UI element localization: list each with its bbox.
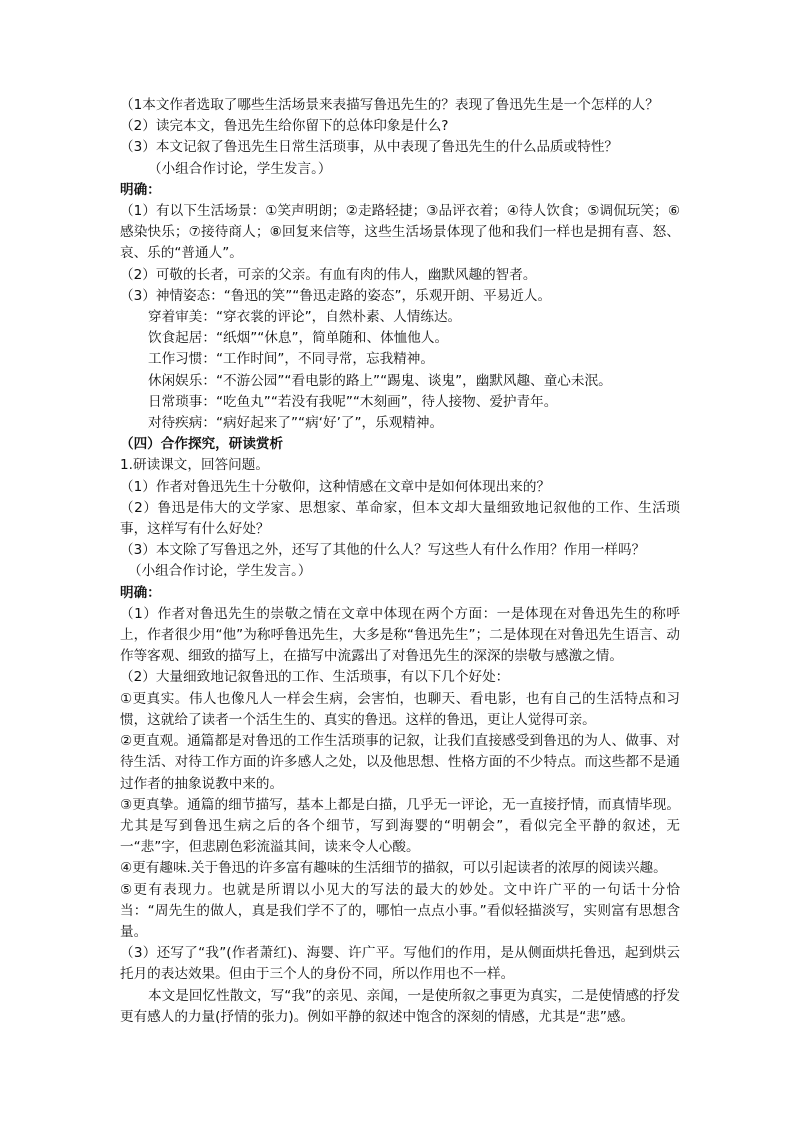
question-1: （1本文作者选取了哪些生活场景来表描写鲁迅先生的？表现了鲁迅先生是一个怎样的人？ (120, 97, 659, 113)
benefit-item-1: ①更真实。伟人也像凡人一样会生病，会害怕，也聊天、看电影，也有自己的生活特点和习惯，这就给了读者一个活生生的、真实的鲁迅。这样的鲁迅，更让人觉得可亲。 (120, 690, 680, 728)
benefit-item-2: ②更直观。通篇都是对鲁迅的工作生活琐事的记叙，让我们直接感受到鲁迅的为人、做事、对待生活、对待工作方面的许多感人之处，以及他思想、性格方面的不少特点。而这些都不是通过作者的抽象说教中来的。 (120, 733, 680, 792)
answer-paragraph-1: （1）作者对鲁迅先生的崇敬之情在文章中体现在两个方面：一是体现在对鲁迅先生的称呼上，作者很少用“他”为称呼鲁迅先生，大多是称“鲁迅先生”；二是体现在对鲁迅先生语言、动作等客观、细致的描写上，在描写中流露出了对鲁迅先生的深深的崇敬与感激之情。 (120, 605, 680, 665)
group-discussion-note: （小组合作讨论，学生发言。） (148, 160, 332, 177)
section-subheading: 1.研读课文，回答问题。 (120, 457, 269, 474)
detail-item: 工作习惯：“工作时间”，不同寻常，忘我精神。 (148, 351, 434, 368)
detail-item: 对待疾病：“病好起来了”“病‘好’了”，乐观精神。 (148, 415, 444, 432)
detail-item: 日常琐事：“吃鱼丸”“若没有我呢”“木刻画”，待人接物、爱护青年。 (148, 393, 558, 410)
question-2: （2）读完本文，鲁迅先生给你留下的总体印象是什么? (120, 118, 449, 135)
answer-paragraph-1: （1）有以下生活场景：①笑声明朗；②走路轻捷；③品评衣着；④待人饮食；⑤调侃玩笑；⑥感染快乐；⑦接待商人；⑧回复来信等，这些生活场景体现了他和我们一样也是拥有喜、怒、哀、乐的“普通人”。 (120, 203, 680, 262)
section-question-1: （1）作者对鲁迅先生十分敬仰，这种情感在文章中是如何体现出来的？ (120, 478, 551, 495)
section-question-3: （3）本文除了写鲁迅之外，还写了其他的什么人？写这些人有什么作用？作用一样吗？ (120, 542, 646, 559)
answer-paragraph-2: （2）大量细致地记叙鲁迅的工作、生活琐事，有以下几个好处： (120, 669, 510, 686)
answer-heading: 明确： (120, 181, 161, 198)
benefit-item-5: ⑤更有表现力。也就是所谓以小见大的写法的最大的妙处。文中许广平的一句话十分恰当：“周先生的做人，真是我们学不了的，哪怕一点点小事。”看似轻描淡写，实则富有思想含量。 (120, 881, 680, 940)
answer-paragraph-3: （3）还写了“我”(作者萧红)、海婴、许广平。写他们的作用，是从侧面烘托鲁迅，起到烘云托月的表达效果。但由于三个人的身份不同，所以作用也不一样。 (120, 945, 680, 983)
answer-paragraph-3: （3）神情姿态：“鲁迅的笑”“鲁迅走路的姿态”，乐观开朗、平易近人。 (120, 287, 552, 304)
benefit-item-3: ③更真挚。通篇的细节描写，基本上都是白描，几乎无一评论，无一直接抒情，而真情毕现。尤其是写到鲁迅生病之后的各个细节，写到海婴的“明朝会”，看似完全平静的叙述，无一“悲”字，但悲剧色彩流溢其间，读来令人心酸。 (120, 796, 680, 856)
answer-heading: 明确： (120, 584, 161, 601)
answer-paragraph-4: 本文是回忆性散文，写“我”的亲见、亲闻，一是使所叙之事更为真实，二是使情感的抒发更有感人的力量(抒情的张力)。例如平静的叙述中饱含的深刻的情感，尤其是“悲”感。 (120, 987, 680, 1025)
detail-item: 休闲娱乐：“不游公园”“看电影的路上”“踢鬼、谈鬼”，幽默风趣、童心未泯。 (148, 372, 612, 389)
answer-paragraph-2: （2）可敬的长者，可亲的父亲。有血有肉的伟人，幽默风趣的智者。 (120, 266, 537, 283)
detail-item: 穿着审美：“穿衣裳的评论”，自然朴素、人情练达。 (148, 309, 462, 326)
question-3: （3）本文记叙了鲁迅先生日常生活琐事，从中表现了鲁迅先生的什么品质或特性？ (120, 139, 619, 156)
section-heading: （四）合作探究，研读赏析 (120, 436, 284, 453)
benefit-item-4: ④更有趣味.关于鲁迅的许多富有趣味的生活细节的描叙，可以引起读者的浓厚的阅读兴趣。 (120, 860, 667, 877)
detail-item: 饮食起居：“纸烟”“休息”，简单随和、体恤他人。 (148, 330, 449, 347)
section-question-2: （2）鲁迅是伟大的文学家、思想家、革命家，但本文却大量细致地记叙他的工作、生活琐事，这样写有什么好处？ (120, 499, 680, 538)
document-page (120, 95, 680, 1028)
group-discussion-note: （小组合作讨论，学生发言。） (128, 563, 312, 580)
